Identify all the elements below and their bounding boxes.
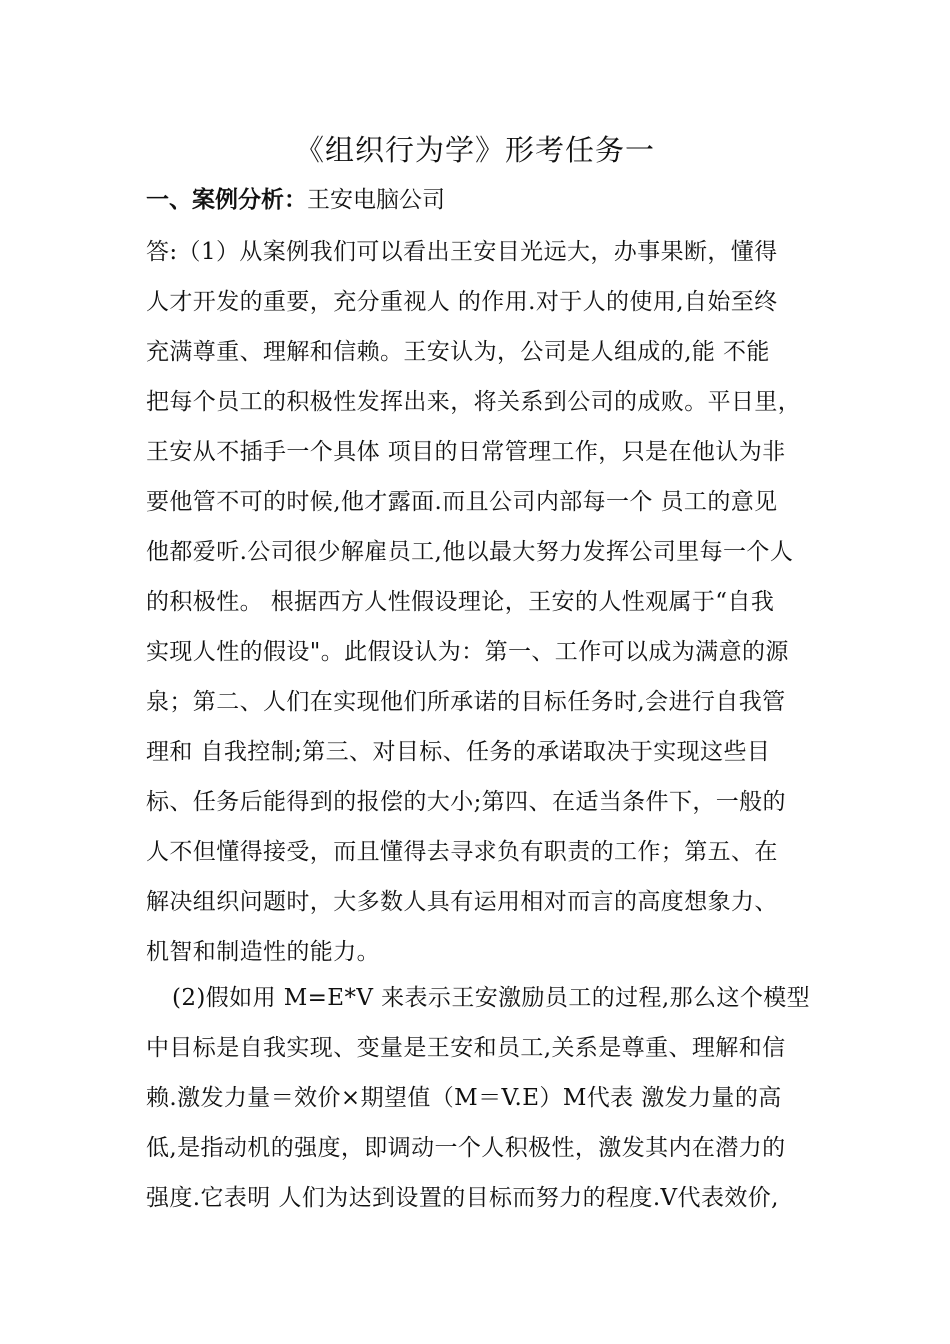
text-line: 充满尊重、理解和信赖。王安认为，公司是人组成的,能 不能	[146, 339, 770, 365]
text-line: 机智和制造性的能力。	[146, 939, 380, 965]
text-line: 中目标是自我实现、变量是王安和员工,关系是尊重、理解和信	[146, 1035, 786, 1061]
text-line: 要他管不可的时候,他才露面.而且公司内部每一个 员工的意见	[146, 489, 778, 515]
text-line: 他都爱听.公司很少解雇员工,他以最大努力发挥公司里每一个人	[146, 539, 794, 565]
text-line: 标、任务后能得到的报偿的大小;第四、在适当条件下，一般的	[146, 789, 786, 815]
answer-paragraph-1	[146, 227, 836, 977]
document-title: 《组织行为学》形考任务一	[294, 133, 655, 167]
text-line: 解决组织问题时，大多数人具有运用相对而言的高度想象力、	[146, 889, 778, 915]
text-line: 理和 自我控制;第三、对目标、任务的承诺取决于实现这些目	[146, 739, 771, 765]
section-label: 一、案例分析：	[146, 186, 307, 213]
section-topic: 王安电脑公司	[307, 187, 445, 213]
text-line: 王安从不插手一个具体 项目的日常管理工作，只是在他认为非	[146, 439, 786, 465]
text-line: 人才开发的重要，充分重视人 的作用.对于人的使用,自始至终	[146, 289, 778, 315]
text-line: (2)假如用 M=E*V 来表示王安激励员工的过程,那么这个模型	[172, 985, 811, 1011]
text-line: 把每个员工的积极性发挥出来，将关系到公司的成败。平日里，	[146, 389, 802, 415]
text-line: 的积极性。 根据西方人性假设理论，王安的人性观属于“自我	[146, 589, 775, 615]
text-line: 人不但懂得接受，而且懂得去寻求负有职责的工作；第五、在	[146, 839, 778, 865]
text-line: 实现人性的假设"。此假设认为：第一、工作可以成为满意的源	[146, 639, 789, 665]
text-line: 强度.它表明 人们为达到设置的目标而努力的程度.V代表效价,	[146, 1185, 779, 1211]
text-line: 答:（1）从案例我们可以看出王安目光远大，办事果断，懂得	[146, 239, 778, 265]
answer-paragraph-2	[146, 973, 836, 1223]
text-line: 赖.激发力量＝效价×期望值（M＝V.E）M代表 激发力量的高	[146, 1085, 782, 1111]
section-heading	[146, 183, 445, 217]
text-line: 低,是指动机的强度，即调动一个人积极性，激发其内在潜力的	[146, 1135, 786, 1161]
text-line: 泉；第二、人们在实现他们所承诺的目标任务时,会进行自我管	[146, 689, 786, 715]
